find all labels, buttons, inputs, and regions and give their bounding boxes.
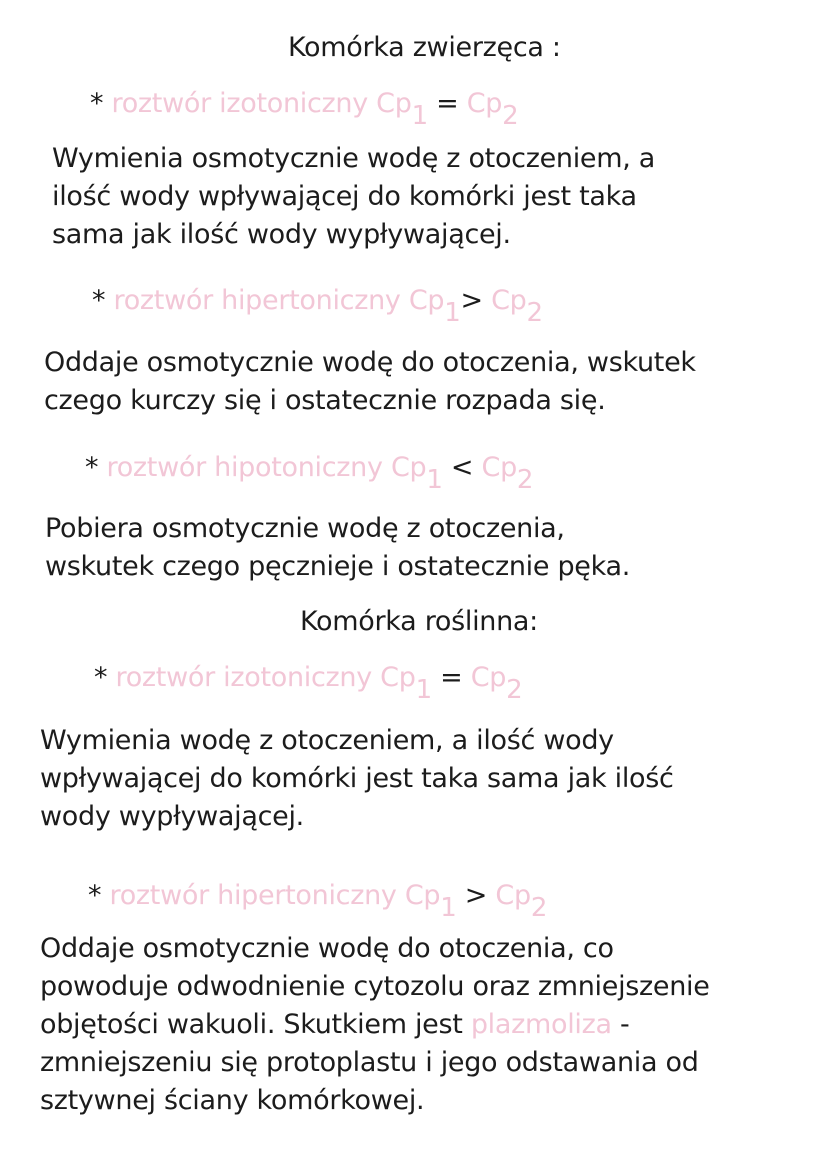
- operator: =: [440, 662, 463, 693]
- subscript: 1: [426, 465, 443, 495]
- subscript: 2: [502, 101, 519, 131]
- heading-animal-cell: Komórka zwierzęca :: [288, 32, 561, 63]
- formula-hypertonic-animal: [92, 285, 543, 328]
- subscript: 1: [444, 298, 461, 328]
- heading-plant-cell: Komórka roślinna:: [300, 606, 538, 637]
- paragraph: Wymienia osmotycznie wodę z otoczeniem, a ilość wody wpływającej do komórki jest taka sama jak ilość wody wypływającej.: [52, 143, 656, 250]
- formula-label: Cp: [481, 452, 517, 483]
- formula-isotonic-animal: [90, 88, 519, 131]
- paragraph: Pobiera osmotycznie wodę z otoczenia, wskutek czego pęcznieje i ostatecznie pęka.: [45, 513, 631, 582]
- formula-label: roztwór izotoniczny Cp: [115, 662, 416, 693]
- paragraph: Oddaje osmotycznie wodę do otoczenia, co powoduje odwodnienie cytozolu oraz zmniejszenie objętości wakuoli. Skutkiem jest plazmoliza - zmniejszeniu się protoplastu i jego odstawania od sztywnej ściany komórkowej.: [40, 933, 710, 1116]
- bullet: *: [85, 452, 99, 483]
- subscript: 2: [506, 675, 523, 705]
- operator: <: [450, 452, 474, 483]
- formula-label: roztwór hipertoniczny Cp: [113, 285, 445, 316]
- subscript: 2: [530, 893, 548, 923]
- operator: >: [460, 285, 483, 316]
- highlight-term: plazmoliza: [470, 1009, 612, 1040]
- formula-hypotonic-animal: [85, 452, 534, 495]
- subscript: 1: [411, 101, 428, 131]
- formula-hypertonic-plant: [88, 880, 548, 923]
- bullet: *: [90, 88, 104, 119]
- formula-label: Cp: [491, 285, 527, 316]
- subscript: 1: [440, 893, 457, 923]
- formula-isotonic-plant: [94, 662, 523, 705]
- subscript: 2: [526, 298, 543, 328]
- formula-label: Cp: [495, 880, 531, 911]
- bullet: *: [92, 285, 106, 316]
- subscript: 1: [415, 675, 432, 705]
- formula-label: roztwór hipertoniczny Cp: [109, 880, 441, 911]
- subscript: 2: [516, 465, 534, 495]
- operator: >: [464, 880, 488, 911]
- formula-label: Cp: [466, 88, 503, 119]
- paragraph: Wymienia wodę z otoczeniem, a ilość wody wpływającej do komórki jest taka sama jak ilość wody wypływającej.: [40, 725, 674, 832]
- bullet: *: [88, 880, 102, 911]
- bullet: *: [94, 662, 108, 693]
- paragraph: Oddaje osmotycznie wodę do otoczenia, wskutek czego kurczy się i ostatecznie rozpada się.: [44, 347, 696, 416]
- formula-label: roztwór izotoniczny Cp: [111, 88, 412, 119]
- formula-label: roztwór hipotoniczny Cp: [106, 452, 427, 483]
- formula-label: Cp: [470, 662, 507, 693]
- operator: =: [436, 88, 459, 119]
